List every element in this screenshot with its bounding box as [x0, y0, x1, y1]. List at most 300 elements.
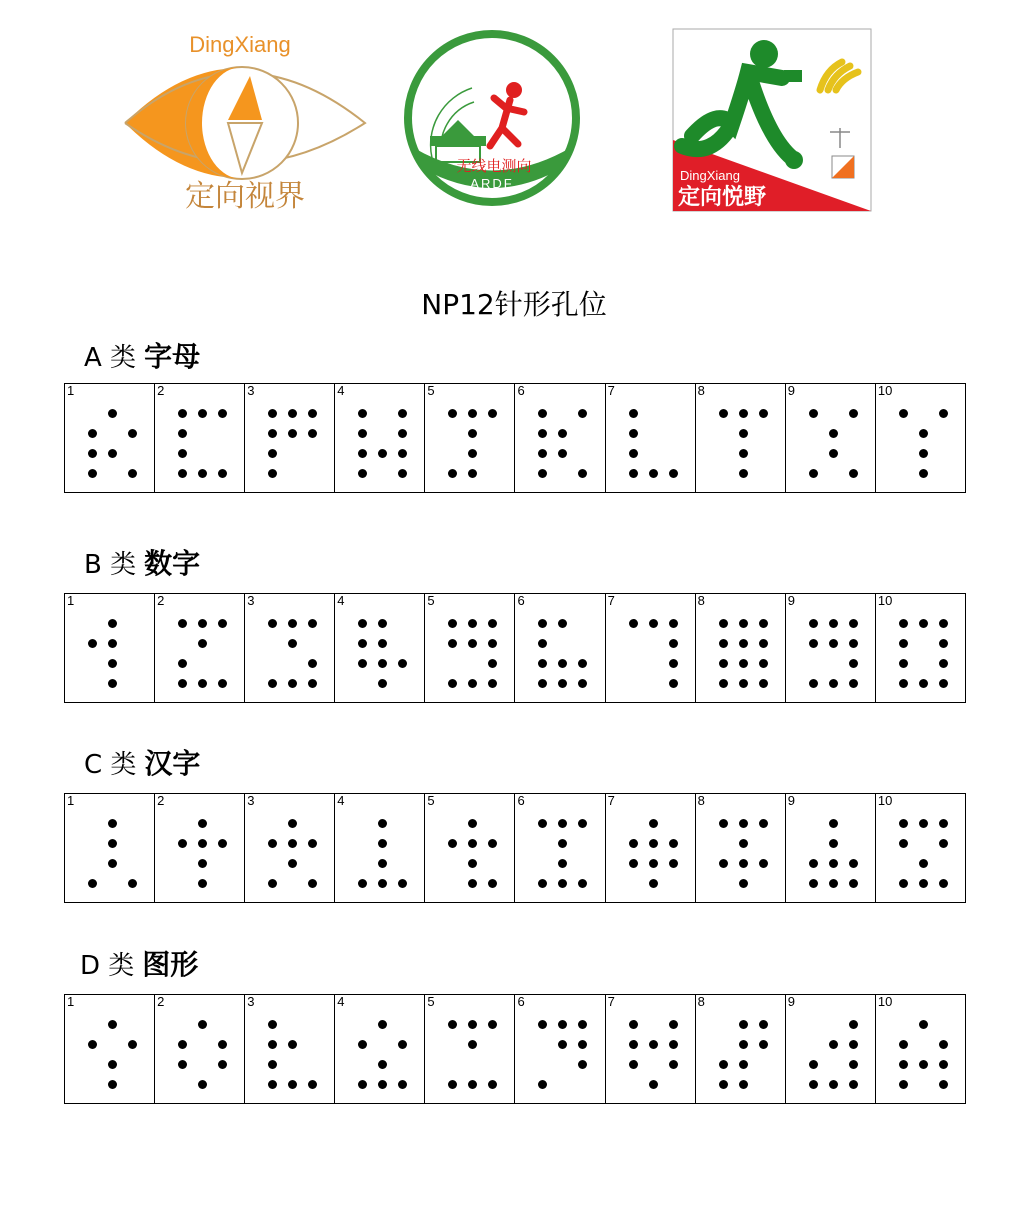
pin-hole	[669, 1020, 678, 1029]
pin-hole	[218, 409, 227, 418]
pin-hole	[468, 1080, 477, 1089]
pin-hole	[308, 839, 317, 848]
cell-number: 5	[427, 383, 435, 398]
pin-hole	[108, 1020, 117, 1029]
pin-hole	[739, 1040, 748, 1049]
pin-hole	[378, 1020, 387, 1029]
pin-hole	[939, 1060, 948, 1069]
pin-hole	[629, 429, 638, 438]
pin-hole	[88, 429, 97, 438]
cell-number: 9	[787, 994, 795, 1009]
pin-hole	[198, 1020, 207, 1029]
pin-hole	[829, 429, 838, 438]
pin-hole	[739, 1080, 748, 1089]
pin-hole	[198, 859, 207, 868]
pin-pattern-row	[64, 383, 966, 493]
ardf-logo	[402, 28, 582, 208]
pin-hole	[899, 1060, 908, 1069]
pin-hole	[739, 449, 748, 458]
pin-pattern-cell	[786, 794, 876, 902]
pin-hole	[198, 409, 207, 418]
pin-hole	[669, 859, 678, 868]
pin-hole	[128, 469, 137, 478]
pin-pattern-cell	[335, 794, 425, 902]
dingxiang-vision-logo	[120, 28, 370, 218]
pin-pattern-cell	[515, 794, 605, 902]
pin-hole	[578, 1020, 587, 1029]
pin-hole	[178, 429, 187, 438]
pin-hole	[358, 639, 367, 648]
pin-hole	[899, 409, 908, 418]
section-class: B 类	[84, 550, 137, 580]
pin-hole	[739, 1060, 748, 1069]
pin-hole	[669, 619, 678, 628]
pin-hole	[378, 679, 387, 688]
pin-hole	[558, 659, 567, 668]
pin-pattern-cell	[606, 594, 696, 702]
pin-pattern-cell	[876, 794, 966, 902]
pin-hole	[378, 449, 387, 458]
pin-hole	[88, 449, 97, 458]
cell-number: 4	[337, 383, 345, 398]
pin-hole	[268, 1080, 277, 1089]
pin-pattern-cell	[335, 995, 425, 1103]
pin-hole	[488, 1080, 497, 1089]
pin-hole	[178, 619, 187, 628]
pin-hole	[308, 409, 317, 418]
pin-hole	[669, 679, 678, 688]
pin-hole	[218, 1060, 227, 1069]
pin-hole	[88, 469, 97, 478]
pin-hole	[849, 1040, 858, 1049]
pin-hole	[448, 1080, 457, 1089]
pin-hole	[358, 469, 367, 478]
pin-pattern-cell	[245, 594, 335, 702]
pin-hole	[448, 839, 457, 848]
pin-pattern-cell	[65, 794, 155, 902]
pin-hole	[719, 639, 728, 648]
cell-number: 8	[697, 383, 705, 398]
pin-hole	[108, 1060, 117, 1069]
cell-number: 4	[337, 593, 345, 608]
pin-hole	[468, 839, 477, 848]
pin-hole	[538, 639, 547, 648]
pin-hole	[198, 679, 207, 688]
pin-hole	[358, 659, 367, 668]
section-name: 汉字	[144, 747, 201, 780]
section-heading	[84, 542, 200, 582]
cell-number: 5	[427, 994, 435, 1009]
pin-hole	[378, 1060, 387, 1069]
pin-hole	[108, 639, 117, 648]
pin-hole	[108, 839, 117, 848]
cell-number: 4	[337, 793, 345, 808]
cell-number: 10	[877, 593, 893, 608]
pin-hole	[88, 879, 97, 888]
pin-hole	[488, 879, 497, 888]
pin-hole	[759, 859, 768, 868]
cell-number: 1	[67, 593, 75, 608]
pin-hole	[288, 1080, 297, 1089]
pin-hole	[218, 679, 227, 688]
pin-hole	[488, 679, 497, 688]
pin-hole	[538, 879, 547, 888]
cell-number: 9	[787, 593, 795, 608]
pin-hole	[288, 819, 297, 828]
pin-hole	[649, 1040, 658, 1049]
cell-number: 9	[787, 383, 795, 398]
pin-hole	[558, 859, 567, 868]
pin-hole	[919, 679, 928, 688]
pin-hole	[448, 469, 457, 478]
pin-hole	[809, 469, 818, 478]
pin-hole	[358, 879, 367, 888]
pin-hole	[558, 819, 567, 828]
pin-hole	[468, 1040, 477, 1049]
pin-hole	[919, 449, 928, 458]
pin-hole	[468, 429, 477, 438]
pin-hole	[198, 879, 207, 888]
cell-number: 3	[247, 994, 255, 1009]
cell-number: 2	[157, 994, 165, 1009]
pin-hole	[919, 469, 928, 478]
pin-hole	[939, 639, 948, 648]
pin-hole	[739, 659, 748, 668]
pin-hole	[809, 859, 818, 868]
pin-pattern-cell	[786, 594, 876, 702]
pin-hole	[178, 1040, 187, 1049]
pin-hole	[88, 639, 97, 648]
pin-pattern-cell	[696, 995, 786, 1103]
pin-hole	[919, 1020, 928, 1029]
section-heading	[84, 335, 200, 375]
pin-pattern-cell	[515, 384, 605, 492]
pin-hole	[358, 449, 367, 458]
pin-hole	[538, 619, 547, 628]
pin-pattern-cell	[425, 794, 515, 902]
pin-hole	[288, 839, 297, 848]
pin-hole	[468, 679, 477, 688]
pin-hole	[358, 619, 367, 628]
cell-number: 2	[157, 383, 165, 398]
cell-number: 6	[517, 383, 525, 398]
pin-hole	[178, 839, 187, 848]
pin-hole	[669, 659, 678, 668]
pin-hole	[398, 429, 407, 438]
pin-hole	[538, 819, 547, 828]
pin-pattern-cell	[65, 594, 155, 702]
pin-pattern-cell	[606, 995, 696, 1103]
radio-receiver-icon	[784, 70, 802, 82]
pin-hole	[268, 469, 277, 478]
pin-hole	[488, 409, 497, 418]
pin-hole	[218, 469, 227, 478]
pin-hole	[829, 619, 838, 628]
pin-hole	[198, 1080, 207, 1089]
ardf-caption-en: ARDF	[470, 176, 514, 191]
pin-hole	[378, 619, 387, 628]
pin-pattern-cell	[876, 995, 966, 1103]
pin-hole	[178, 449, 187, 458]
pin-hole	[809, 879, 818, 888]
pin-hole	[468, 409, 477, 418]
pin-hole	[268, 449, 277, 458]
pin-hole	[178, 679, 187, 688]
pin-hole	[88, 1040, 97, 1049]
pin-hole	[308, 879, 317, 888]
pin-hole	[849, 1080, 858, 1089]
cell-number: 8	[697, 593, 705, 608]
pin-hole	[849, 679, 858, 688]
pin-hole	[829, 449, 838, 458]
pin-hole	[488, 619, 497, 628]
pin-hole	[849, 859, 858, 868]
pin-hole	[939, 879, 948, 888]
pin-hole	[288, 859, 297, 868]
pin-hole	[128, 1040, 137, 1049]
pin-hole	[849, 619, 858, 628]
pin-hole	[308, 429, 317, 438]
pin-hole	[739, 639, 748, 648]
pin-hole	[488, 639, 497, 648]
pin-hole	[919, 819, 928, 828]
cell-number: 5	[427, 593, 435, 608]
pin-hole	[759, 659, 768, 668]
pin-hole	[468, 469, 477, 478]
temple-icon	[430, 136, 486, 146]
pin-hole	[669, 469, 678, 478]
cell-number: 7	[607, 593, 615, 608]
pin-hole	[178, 659, 187, 668]
pin-hole	[108, 1080, 117, 1089]
pin-hole	[829, 859, 838, 868]
pin-hole	[629, 469, 638, 478]
cell-number: 1	[67, 383, 75, 398]
pin-hole	[669, 839, 678, 848]
pin-hole	[198, 839, 207, 848]
runner-foot	[785, 151, 803, 169]
cell-number: 10	[877, 383, 893, 398]
cell-number: 7	[607, 793, 615, 808]
pin-hole	[649, 819, 658, 828]
pin-hole	[739, 679, 748, 688]
pin-hole	[899, 659, 908, 668]
pin-hole	[829, 1040, 838, 1049]
cell-number: 2	[157, 793, 165, 808]
pin-hole	[378, 819, 387, 828]
pin-pattern-cell	[335, 594, 425, 702]
pin-hole	[719, 1060, 728, 1069]
pin-hole	[919, 859, 928, 868]
pin-hole	[739, 1020, 748, 1029]
pin-hole	[468, 879, 477, 888]
pin-pattern-cell	[425, 594, 515, 702]
pin-hole	[538, 449, 547, 458]
pin-hole	[739, 409, 748, 418]
pin-pattern-cell	[155, 384, 245, 492]
pin-hole	[398, 879, 407, 888]
pin-hole	[538, 469, 547, 478]
pin-hole	[308, 1080, 317, 1089]
pin-hole	[739, 879, 748, 888]
section-name: 图形	[142, 948, 199, 981]
pin-hole	[108, 619, 117, 628]
ardf-caption-cn: 无线电测向	[456, 157, 532, 175]
section-class: D 类	[80, 951, 135, 981]
pin-hole	[108, 659, 117, 668]
pin-hole	[378, 839, 387, 848]
pin-hole	[198, 639, 207, 648]
pin-hole	[108, 679, 117, 688]
logo-caption: 定向视界	[185, 179, 305, 214]
pin-hole	[398, 409, 407, 418]
pin-hole	[739, 469, 748, 478]
pin-hole	[218, 619, 227, 628]
pin-hole	[739, 619, 748, 628]
pin-pattern-cell	[155, 794, 245, 902]
runner-logo-brand: DingXiang	[680, 168, 740, 183]
pin-hole	[198, 819, 207, 828]
pin-pattern-cell	[245, 384, 335, 492]
pin-pattern-cell	[696, 594, 786, 702]
pin-hole	[719, 859, 728, 868]
pin-pattern-cell	[425, 384, 515, 492]
pin-hole	[939, 409, 948, 418]
pin-hole	[218, 1040, 227, 1049]
pin-hole	[809, 1080, 818, 1089]
pin-hole	[398, 659, 407, 668]
pin-hole	[378, 879, 387, 888]
pin-hole	[719, 819, 728, 828]
cell-number: 6	[517, 793, 525, 808]
pin-hole	[849, 639, 858, 648]
pin-hole	[578, 1040, 587, 1049]
pin-hole	[268, 409, 277, 418]
pin-hole	[939, 819, 948, 828]
pin-hole	[629, 449, 638, 458]
pin-hole	[739, 429, 748, 438]
pin-hole	[398, 449, 407, 458]
pin-hole	[759, 639, 768, 648]
pin-hole	[268, 1020, 277, 1029]
pin-hole	[759, 1040, 768, 1049]
pin-hole	[108, 409, 117, 418]
cell-number: 3	[247, 593, 255, 608]
section-name: 数字	[144, 547, 201, 580]
pin-hole	[719, 1080, 728, 1089]
pin-hole	[919, 1060, 928, 1069]
pin-hole	[578, 879, 587, 888]
section-name: 字母	[144, 340, 201, 373]
pin-hole	[578, 409, 587, 418]
pin-hole	[899, 879, 908, 888]
pin-hole	[558, 1040, 567, 1049]
pin-hole	[629, 859, 638, 868]
pin-hole	[719, 409, 728, 418]
pin-pattern-cell	[696, 384, 786, 492]
pin-hole	[398, 1080, 407, 1089]
pin-hole	[829, 839, 838, 848]
cell-number: 2	[157, 593, 165, 608]
pin-hole	[538, 1080, 547, 1089]
pin-hole	[378, 639, 387, 648]
pin-hole	[939, 1080, 948, 1089]
section-class: A 类	[84, 343, 137, 373]
cell-number: 5	[427, 793, 435, 808]
pin-hole	[759, 409, 768, 418]
pin-hole	[829, 1080, 838, 1089]
pin-hole	[468, 639, 477, 648]
cell-number: 1	[67, 793, 75, 808]
pin-hole	[268, 1040, 277, 1049]
pin-hole	[538, 1020, 547, 1029]
cell-number: 10	[877, 994, 893, 1009]
pin-hole	[538, 409, 547, 418]
pin-hole	[398, 1040, 407, 1049]
pin-hole	[649, 879, 658, 888]
runner-head-icon	[506, 82, 522, 98]
pin-pattern-cell	[65, 995, 155, 1103]
pin-pattern-cell	[876, 594, 966, 702]
pin-hole	[739, 859, 748, 868]
pin-hole	[268, 879, 277, 888]
section-heading	[80, 943, 198, 983]
pin-hole	[468, 449, 477, 458]
cell-number: 6	[517, 593, 525, 608]
pin-hole	[538, 679, 547, 688]
pin-hole	[268, 1060, 277, 1069]
pin-pattern-cell	[876, 384, 966, 492]
pin-hole	[759, 679, 768, 688]
pin-hole	[629, 1020, 638, 1029]
pin-hole	[308, 619, 317, 628]
cell-number: 3	[247, 793, 255, 808]
pin-hole	[919, 879, 928, 888]
pin-hole	[649, 1080, 658, 1089]
pin-pattern-row	[64, 593, 966, 703]
pin-hole	[919, 619, 928, 628]
pin-hole	[829, 679, 838, 688]
pin-hole	[669, 639, 678, 648]
pin-hole	[578, 819, 587, 828]
pin-hole	[378, 659, 387, 668]
cell-number: 7	[607, 994, 615, 1009]
pin-hole	[448, 619, 457, 628]
pin-hole	[558, 1020, 567, 1029]
pin-hole	[849, 409, 858, 418]
pin-hole	[829, 639, 838, 648]
pin-hole	[268, 839, 277, 848]
pin-hole	[128, 429, 137, 438]
cell-number: 7	[607, 383, 615, 398]
pin-hole	[468, 859, 477, 868]
pin-hole	[899, 639, 908, 648]
pin-hole	[669, 1060, 678, 1069]
pin-hole	[719, 679, 728, 688]
runner-logo-caption: 定向悦野	[678, 184, 767, 210]
pin-hole	[669, 1040, 678, 1049]
pin-hole	[558, 679, 567, 688]
pin-pattern-cell	[606, 794, 696, 902]
pin-hole	[649, 469, 658, 478]
pin-hole	[488, 839, 497, 848]
pin-hole	[849, 659, 858, 668]
pin-hole	[739, 819, 748, 828]
cell-number: 9	[787, 793, 795, 808]
pin-hole	[939, 679, 948, 688]
pin-hole	[829, 819, 838, 828]
pin-hole	[288, 409, 297, 418]
